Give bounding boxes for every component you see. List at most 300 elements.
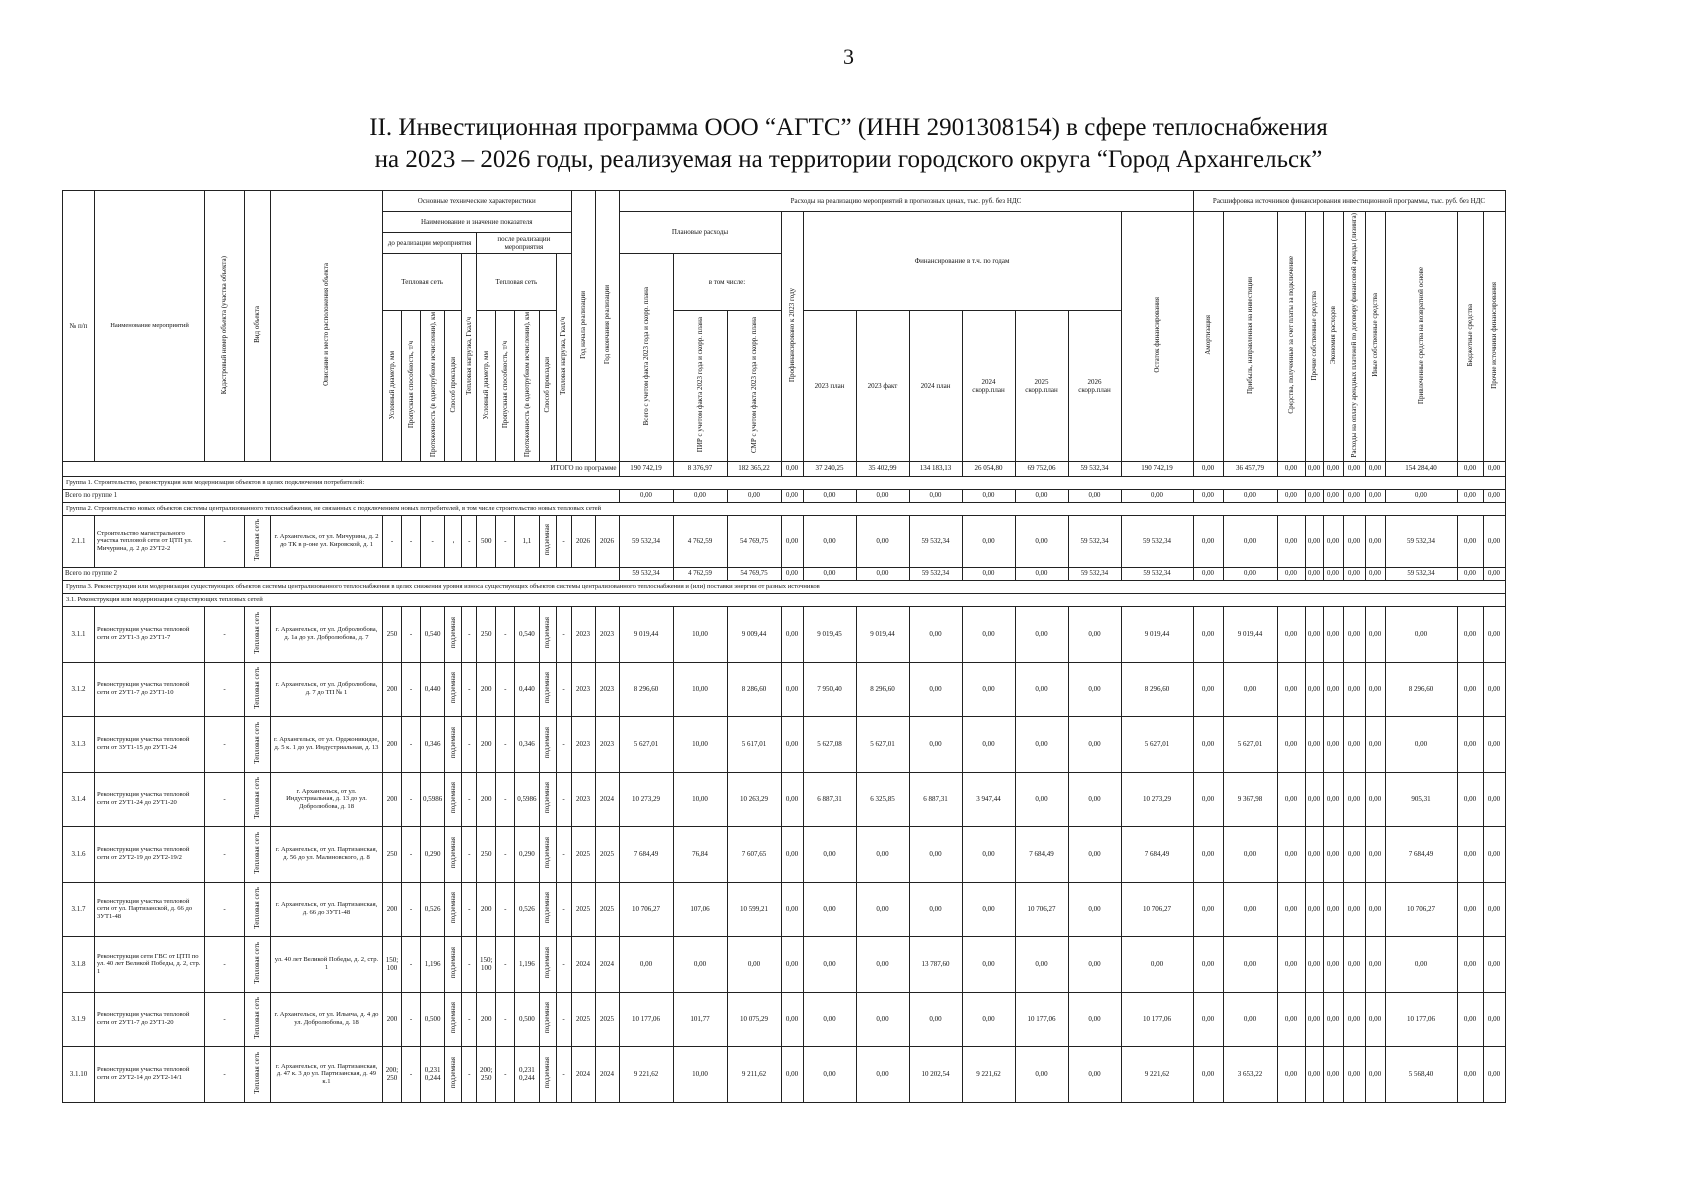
row-cadastral: -: [205, 936, 245, 992]
total-value-18: 0,00: [1365, 461, 1385, 476]
row-value-17: 0,00: [1343, 515, 1365, 567]
col-amort-header: Амортизация: [1193, 212, 1223, 462]
row-after-4: подземная: [539, 882, 556, 936]
col-borrowed-header: Привлеченные средства на возвратной основе: [1385, 212, 1457, 462]
row-before-1: -: [383, 515, 402, 567]
row-value-16: 0,00: [1323, 826, 1343, 882]
group-2-sum-value-2: 4 762,59: [673, 567, 727, 580]
row-value-7: 0,00: [909, 662, 962, 716]
row-value-20: 0,00: [1457, 992, 1483, 1046]
row-value-17: 0,00: [1343, 662, 1365, 716]
row-value-7: 0,00: [909, 716, 962, 772]
col-year-start-header: Год начала реализации: [571, 191, 595, 462]
row-before-2: -: [402, 936, 421, 992]
col-own-header: Прочие собственные средства: [1305, 212, 1323, 462]
col-laying-before-header: Способ прокладки: [445, 311, 462, 461]
row-before-5: -: [462, 716, 477, 772]
col-diameter-before-header: Условный диаметр, мм: [383, 311, 402, 461]
col-other-own-header: Иные собственные средства: [1365, 212, 1385, 462]
row-before-4: подземная: [445, 606, 462, 662]
title-line-1: II. Инвестиционная программа ООО “АГТС” (ИНН 2901308154) в сфере теплоснабжения: [369, 114, 1328, 141]
group-1-sum-value-21: 0,00: [1483, 489, 1505, 502]
group-1-sum-value-13: 0,00: [1223, 489, 1277, 502]
row-year-end: 2026: [595, 515, 619, 567]
table-row: [63, 826, 1506, 882]
row-value-3: 10 599,21: [727, 882, 781, 936]
header-row-1: [63, 191, 1506, 212]
row-value-3: 5 617,01: [727, 716, 781, 772]
row-value-8: 0,00: [962, 882, 1015, 936]
row-value-9: 10 177,06: [1015, 992, 1068, 1046]
row-value-20: 0,00: [1457, 882, 1483, 936]
row-value-12: 0,00: [1193, 826, 1223, 882]
row-after-2: -: [496, 515, 515, 567]
row-value-21: 0,00: [1483, 1046, 1505, 1102]
indicator-header: Наименование и значение показателя: [383, 212, 572, 233]
row-before-4: подземная: [445, 882, 462, 936]
row-name: Реконструкция участка тепловой сети от 2УТ2-19 до 2УТ2-19/2: [95, 826, 205, 882]
row-type: Тепловая сеть: [245, 1046, 271, 1102]
row-value-19: 59 532,34: [1385, 515, 1457, 567]
group-1-sum-value-14: 0,00: [1277, 489, 1305, 502]
row-value-11: 5 627,01: [1121, 716, 1193, 772]
col-length-after-header: Протяженность (в однотрубном исчислении), км: [515, 311, 539, 461]
group-2-sum-value-16: 0,00: [1323, 567, 1343, 580]
group-1-sum-label: Всего по группе 1: [63, 489, 620, 502]
row-value-1: 10 706,27: [619, 882, 673, 936]
row-value-7: 13 787,60: [909, 936, 962, 992]
row-after-1: 200: [477, 772, 496, 826]
row-value-18: 0,00: [1365, 716, 1385, 772]
row-after-2: -: [496, 882, 515, 936]
row-before-4: подземная: [445, 716, 462, 772]
row-value-18: 0,00: [1365, 606, 1385, 662]
row-value-20: 0,00: [1457, 606, 1483, 662]
table-row: [63, 606, 1506, 662]
row-value-14: 0,00: [1277, 826, 1305, 882]
row-before-3: 0,231 0,244: [421, 1046, 445, 1102]
row-value-5: 6 887,31: [803, 772, 856, 826]
col-budget-header: Бюджетные средства: [1457, 212, 1483, 462]
row-value-20: 0,00: [1457, 772, 1483, 826]
row-before-3: 0,5986: [421, 772, 445, 826]
row-num: 2.1.1: [63, 515, 95, 567]
row-value-4: 0,00: [781, 515, 803, 567]
row-type: Тепловая сеть: [245, 936, 271, 992]
row-value-9: 0,00: [1015, 1046, 1068, 1102]
row-before-3: 1,196: [421, 936, 445, 992]
row-after-5: -: [556, 882, 571, 936]
row-description: г. Архангельск, от ул. Мичурина, д. 2 до ТК в р-оне ул. Кировской, д. 1: [271, 515, 383, 567]
row-value-9: 0,00: [1015, 772, 1068, 826]
row-value-5: 7 950,40: [803, 662, 856, 716]
row-name: Реконструкция участка тепловой сети от 2УТ1-24 до 2УТ1-20: [95, 772, 205, 826]
row-value-16: 0,00: [1323, 606, 1343, 662]
total-value-14: 0,00: [1277, 461, 1305, 476]
row-before-1: 250: [383, 606, 402, 662]
group-1-sum-value-1: 0,00: [619, 489, 673, 502]
total-value-8: 26 054,80: [962, 461, 1015, 476]
row-after-2: -: [496, 662, 515, 716]
row-value-8: 0,00: [962, 515, 1015, 567]
row-after-2: -: [496, 716, 515, 772]
row-before-2: -: [402, 882, 421, 936]
row-before-2: -: [402, 1046, 421, 1102]
row-value-18: 0,00: [1365, 826, 1385, 882]
row-after-2: -: [496, 936, 515, 992]
row-cadastral: -: [205, 772, 245, 826]
row-value-12: 0,00: [1193, 772, 1223, 826]
row-after-2: -: [496, 606, 515, 662]
before-header: до реализации мероприятия: [383, 233, 477, 254]
group-2-sum-value-1: 59 532,34: [619, 567, 673, 580]
row-after-3: 0,231 0,244: [515, 1046, 539, 1102]
row-value-13: 0,00: [1223, 882, 1277, 936]
total-value-13: 36 457,79: [1223, 461, 1277, 476]
row-value-20: 0,00: [1457, 826, 1483, 882]
row-value-21: 0,00: [1483, 606, 1505, 662]
group-1-sum-value-12: 0,00: [1193, 489, 1223, 502]
group-1-sum-row: [63, 489, 1506, 502]
row-num: 3.1.7: [63, 882, 95, 936]
row-before-5: -: [462, 826, 477, 882]
row-value-3: 54 769,75: [727, 515, 781, 567]
row-num: 3.1.1: [63, 606, 95, 662]
row-num: 3.1.3: [63, 716, 95, 772]
total-value-4: 0,00: [781, 461, 803, 476]
group-2-sum-value-5: 0,00: [803, 567, 856, 580]
financing-header: Финансирование в т.ч. по годам: [803, 212, 1121, 311]
row-value-9: 0,00: [1015, 716, 1068, 772]
row-value-8: 0,00: [962, 826, 1015, 882]
row-before-5: -: [462, 515, 477, 567]
row-value-6: 0,00: [856, 515, 909, 567]
row-after-4: подземная: [539, 606, 556, 662]
group-2-sum-value-8: 0,00: [962, 567, 1015, 580]
row-value-10: 0,00: [1068, 826, 1121, 882]
row-year-start: 2024: [571, 936, 595, 992]
row-description: г. Архангельск, от ул. Партизанская, д. 66 до 3УТ1-48: [271, 882, 383, 936]
row-value-16: 0,00: [1323, 515, 1343, 567]
row-value-10: 0,00: [1068, 772, 1121, 826]
row-value-11: 10 273,29: [1121, 772, 1193, 826]
col-remaining-header: Остаток финансирования: [1121, 212, 1193, 462]
row-before-5: -: [462, 1046, 477, 1102]
row-after-3: 0,290: [515, 826, 539, 882]
group-1-sum-value-15: 0,00: [1305, 489, 1323, 502]
row-name: Реконструкция участка тепловой сети от ул. Партизанской, д. 66 до 3УТ1-48: [95, 882, 205, 936]
row-value-19: 905,31: [1385, 772, 1457, 826]
total-value-5: 37 240,25: [803, 461, 856, 476]
row-value-6: 0,00: [856, 992, 909, 1046]
row-value-6: 5 627,01: [856, 716, 909, 772]
investment-table: [62, 190, 1506, 1103]
row-type: Тепловая сеть: [245, 772, 271, 826]
row-year-end: 2023: [595, 662, 619, 716]
row-value-2: 0,00: [673, 936, 727, 992]
row-year-end: 2025: [595, 882, 619, 936]
row-before-3: 0,540: [421, 606, 445, 662]
row-value-17: 0,00: [1343, 606, 1365, 662]
group-1-sum-value-3: 0,00: [727, 489, 781, 502]
group-2-sum-value-20: 0,00: [1457, 567, 1483, 580]
group-1-sum-value-2: 0,00: [673, 489, 727, 502]
total-value-9: 69 752,06: [1015, 461, 1068, 476]
row-year-start: 2023: [571, 772, 595, 826]
row-value-17: 0,00: [1343, 936, 1365, 992]
row-value-7: 0,00: [909, 882, 962, 936]
row-before-2: -: [402, 992, 421, 1046]
col-laying-after-header: Способ прокладки: [539, 311, 556, 461]
row-value-1: 10 177,06: [619, 992, 673, 1046]
group-3-title: Группа 3. Реконструкция или модернизация существующих объектов системы централизованного теплоснабжения в целях снижения уровня износа существующих объектов системы централизованного теплоснабжения и (или) поставки энергии от разных источников: [63, 580, 1506, 593]
total-value-21: 0,00: [1483, 461, 1505, 476]
row-value-3: 9 009,44: [727, 606, 781, 662]
row-value-11: 9 221,62: [1121, 1046, 1193, 1102]
row-after-1: 200: [477, 716, 496, 772]
group-3-1-title: 3.1. Реконструкция или модернизация существующих тепловых сетей: [63, 593, 1506, 606]
row-value-17: 0,00: [1343, 992, 1365, 1046]
group-2-sum-value-11: 59 532,34: [1121, 567, 1193, 580]
row-name: Строительство магистрального участка тепловой сети от ЦТП ул. Мичурина, д. 2 до 2УТ2-2: [95, 515, 205, 567]
row-value-1: 59 532,34: [619, 515, 673, 567]
row-value-8: 0,00: [962, 716, 1015, 772]
after-header: после реализации мероприятия: [477, 233, 571, 254]
row-name: Реконструкция участка тепловой сети от 2УТ1-7 до 2УТ1-20: [95, 992, 205, 1046]
row-after-3: 1,196: [515, 936, 539, 992]
row-before-1: 250: [383, 826, 402, 882]
row-before-3: 0,526: [421, 882, 445, 936]
row-value-6: 9 019,44: [856, 606, 909, 662]
row-value-4: 0,00: [781, 882, 803, 936]
col-2023plan-header: 2023 план: [803, 311, 856, 461]
row-value-13: 0,00: [1223, 662, 1277, 716]
row-after-4: подземная: [539, 1046, 556, 1102]
row-value-4: 0,00: [781, 936, 803, 992]
row-value-4: 0,00: [781, 992, 803, 1046]
row-value-8: 0,00: [962, 662, 1015, 716]
row-value-21: 0,00: [1483, 515, 1505, 567]
total-value-1: 190 742,19: [619, 461, 673, 476]
row-before-4: -: [445, 515, 462, 567]
row-type: Тепловая сеть: [245, 882, 271, 936]
row-year-start: 2024: [571, 1046, 595, 1102]
row-value-18: 0,00: [1365, 662, 1385, 716]
col-2024adj-header: 2024 скорр.план: [962, 311, 1015, 461]
group-1-row: [63, 476, 1506, 489]
row-type: Тепловая сеть: [245, 606, 271, 662]
group-2-sum-label: Всего по группе 2: [63, 567, 620, 580]
row-value-14: 0,00: [1277, 606, 1305, 662]
table-row: [63, 772, 1506, 826]
row-year-start: 2026: [571, 515, 595, 567]
row-after-5: -: [556, 606, 571, 662]
row-value-15: 0,00: [1305, 826, 1323, 882]
heat-net-after-header: Тепловая сеть: [477, 254, 556, 311]
row-value-10: 0,00: [1068, 716, 1121, 772]
group-1-sum-value-4: 0,00: [781, 489, 803, 502]
row-before-2: -: [402, 606, 421, 662]
row-num: 3.1.9: [63, 992, 95, 1046]
row-value-2: 10,00: [673, 662, 727, 716]
row-value-9: 0,00: [1015, 662, 1068, 716]
row-year-start: 2023: [571, 662, 595, 716]
row-before-4: подземная: [445, 826, 462, 882]
row-year-start: 2023: [571, 716, 595, 772]
row-before-4: подземная: [445, 992, 462, 1046]
row-value-1: 8 296,60: [619, 662, 673, 716]
row-value-14: 0,00: [1277, 936, 1305, 992]
row-value-21: 0,00: [1483, 662, 1505, 716]
row-value-3: 10 075,29: [727, 992, 781, 1046]
row-value-11: 59 532,34: [1121, 515, 1193, 567]
row-value-14: 0,00: [1277, 1046, 1305, 1102]
total-value-15: 0,00: [1305, 461, 1323, 476]
row-year-end: 2024: [595, 936, 619, 992]
row-after-5: -: [556, 515, 571, 567]
row-after-5: -: [556, 772, 571, 826]
row-value-17: 0,00: [1343, 826, 1365, 882]
row-value-1: 9 221,62: [619, 1046, 673, 1102]
row-value-21: 0,00: [1483, 882, 1505, 936]
row-value-16: 0,00: [1323, 882, 1343, 936]
row-value-21: 0,00: [1483, 936, 1505, 992]
row-value-12: 0,00: [1193, 515, 1223, 567]
row-before-2: -: [402, 662, 421, 716]
row-value-18: 0,00: [1365, 882, 1385, 936]
row-value-15: 0,00: [1305, 992, 1323, 1046]
row-description: ул. 40 лет Великой Победы, д. 2, стр. 1: [271, 936, 383, 992]
col-length-before-header: Протяженность (в однотрубном исчислении), км: [421, 311, 445, 461]
row-value-12: 0,00: [1193, 606, 1223, 662]
total-label: ИТОГО по программе: [63, 461, 620, 476]
row-type: Тепловая сеть: [245, 716, 271, 772]
row-after-5: -: [556, 1046, 571, 1102]
row-before-2: -: [402, 826, 421, 882]
total-row: [63, 461, 1506, 476]
row-name: Реконструкция участка тепловой сети от 3УТ1-15 до 2УТ1-24: [95, 716, 205, 772]
total-value-6: 35 402,99: [856, 461, 909, 476]
row-year-start: 2023: [571, 606, 595, 662]
row-value-14: 0,00: [1277, 882, 1305, 936]
group-2-sum-value-7: 59 532,34: [909, 567, 962, 580]
row-before-3: 0,440: [421, 662, 445, 716]
group-1-sum-value-8: 0,00: [962, 489, 1015, 502]
group-2-sum-value-6: 0,00: [856, 567, 909, 580]
row-after-2: -: [496, 826, 515, 882]
group-2-sum-value-4: 0,00: [781, 567, 803, 580]
group-2-sum-row: [63, 567, 1506, 580]
row-value-21: 0,00: [1483, 716, 1505, 772]
group-1-sum-value-20: 0,00: [1457, 489, 1483, 502]
row-value-8: 0,00: [962, 992, 1015, 1046]
row-after-2: -: [496, 1046, 515, 1102]
row-value-3: 7 607,65: [727, 826, 781, 882]
row-cadastral: -: [205, 1046, 245, 1102]
row-value-4: 0,00: [781, 1046, 803, 1102]
row-value-10: 0,00: [1068, 606, 1121, 662]
row-after-1: 500: [477, 515, 496, 567]
group-1-sum-value-17: 0,00: [1343, 489, 1365, 502]
group-2-row: [63, 502, 1506, 515]
row-value-8: 0,00: [962, 606, 1015, 662]
row-type: Тепловая сеть: [245, 662, 271, 716]
row-after-4: подземная: [539, 826, 556, 882]
row-year-end: 2024: [595, 1046, 619, 1102]
group-1-sum-value-16: 0,00: [1323, 489, 1343, 502]
group-1-sum-value-5: 0,00: [803, 489, 856, 502]
row-value-18: 0,00: [1365, 992, 1385, 1046]
row-before-3: 0,290: [421, 826, 445, 882]
row-value-2: 10,00: [673, 606, 727, 662]
row-after-4: подземная: [539, 772, 556, 826]
row-value-3: 10 263,29: [727, 772, 781, 826]
row-value-5: 0,00: [803, 992, 856, 1046]
row-value-16: 0,00: [1323, 936, 1343, 992]
col-load-before-header: Тепловая нагрузка, Гкал/ч: [462, 254, 477, 462]
row-value-8: 0,00: [962, 936, 1015, 992]
row-cadastral: -: [205, 882, 245, 936]
row-after-3: 0,346: [515, 716, 539, 772]
row-value-7: 0,00: [909, 606, 962, 662]
row-value-19: 7 684,49: [1385, 826, 1457, 882]
row-value-2: 76,84: [673, 826, 727, 882]
group-1-sum-value-9: 0,00: [1015, 489, 1068, 502]
group-2-title: Группа 2. Строительство новых объектов системы централизованного теплоснабжения, не связанных с подключением новых потребителей, в том числе строительство новых тепловых сетей: [63, 502, 1506, 515]
total-value-3: 182 365,22: [727, 461, 781, 476]
row-name: Реконструкция участка тепловой сети от 2УТ2-14 до 2УТ2-14/1: [95, 1046, 205, 1102]
page-number: 3: [843, 44, 854, 69]
row-value-12: 0,00: [1193, 992, 1223, 1046]
row-value-12: 0,00: [1193, 936, 1223, 992]
row-value-9: 0,00: [1015, 936, 1068, 992]
row-value-15: 0,00: [1305, 515, 1323, 567]
row-num: 3.1.10: [63, 1046, 95, 1102]
col-profit-header: Прибыль, направленная на инвестиции: [1223, 212, 1277, 462]
incl-header: в том числе:: [673, 254, 781, 311]
row-before-1: 200: [383, 716, 402, 772]
row-year-end: 2025: [595, 826, 619, 882]
tech-header: Основные технические характеристики: [383, 191, 572, 212]
group-2-sum-value-10: 59 532,34: [1068, 567, 1121, 580]
col-prefin-header: Профинансировано к 2023 году: [781, 212, 803, 462]
row-cadastral: -: [205, 662, 245, 716]
row-value-6: 8 296,60: [856, 662, 909, 716]
table-row: [63, 882, 1506, 936]
row-value-2: 10,00: [673, 772, 727, 826]
row-cadastral: -: [205, 826, 245, 882]
col-type-header: Вид объекта: [245, 191, 271, 462]
row-value-9: 7 684,49: [1015, 826, 1068, 882]
row-description: г. Архангельск, от ул. Индустриальная, д. 13 до ул. Добролюбова, д. 18: [271, 772, 383, 826]
row-value-6: 0,00: [856, 1046, 909, 1102]
row-before-4: подземная: [445, 772, 462, 826]
row-before-1: 200: [383, 992, 402, 1046]
group-2-sum-value-13: 0,00: [1223, 567, 1277, 580]
row-value-19: 5 568,40: [1385, 1046, 1457, 1102]
row-value-7: 0,00: [909, 826, 962, 882]
table-row: [63, 936, 1506, 992]
row-value-13: 0,00: [1223, 515, 1277, 567]
table-row: [63, 992, 1506, 1046]
row-year-end: 2023: [595, 606, 619, 662]
row-value-6: 6 325,85: [856, 772, 909, 826]
row-description: г. Архангельск, от ул. Орджоникидзе, д. 5 к. 1 до ул. Индустриальная, д. 13: [271, 716, 383, 772]
row-value-15: 0,00: [1305, 772, 1323, 826]
row-value-21: 0,00: [1483, 992, 1505, 1046]
row-value-10: 0,00: [1068, 992, 1121, 1046]
group-2-sum-value-17: 0,00: [1343, 567, 1365, 580]
